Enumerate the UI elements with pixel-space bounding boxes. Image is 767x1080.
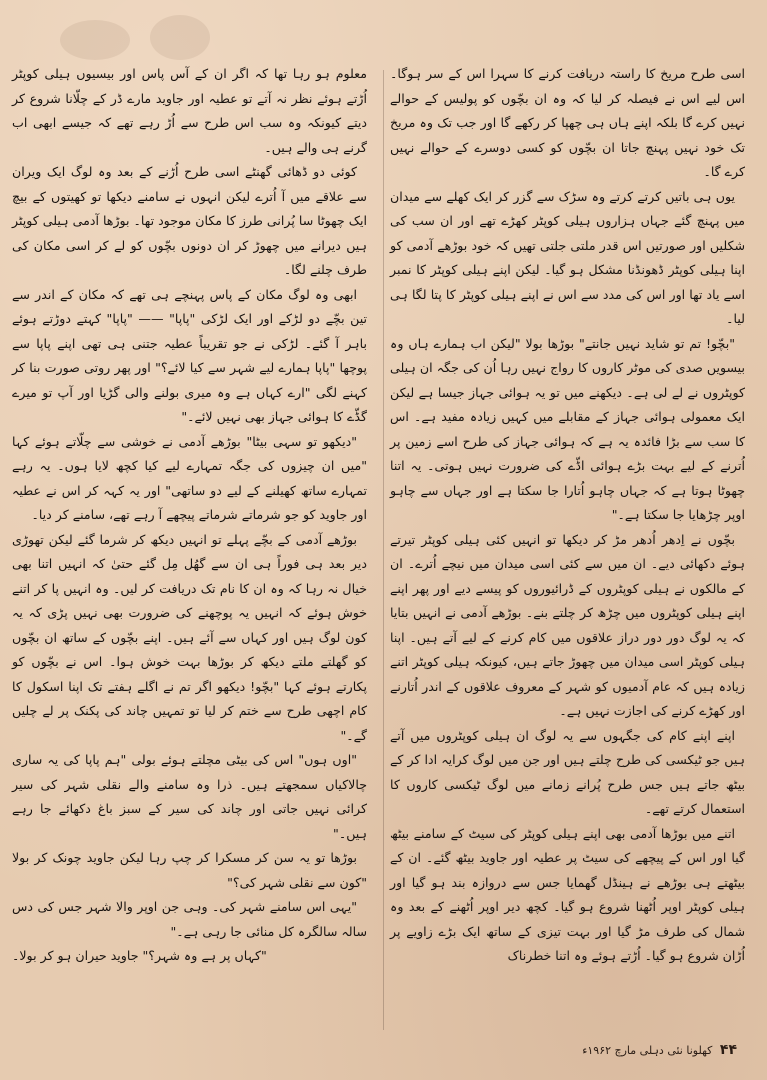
page-number: ۴۴	[719, 1042, 737, 1058]
paragraph: اتنے میں بوڑھا آدمی بھی اپنے ہیلی کوپٹر کی سیٹ کے سامنے بیٹھ گیا اور اس کے پیچھے کی سیٹ پر عطیہ اور جاوید بیٹھ گئے۔ ان کے بیٹھتے ہی بوڑھے نے ہینڈل گھمایا جس سے دروازہ بند ہو گیا اور ہیلی کوپٹر اوپر اُٹھنا شروع ہو گیا۔ کچھ دیر اوپر اُٹھنے کے بعد وہ شمال کی طرف مڑ گیا اور بہت تیزی کے ساتھ ایک بڑے زاویے پر اُڑان شروع ہو گیا۔ اُڑتے ہوئے وہ اتنا خطرناک	[390, 825, 745, 963]
page-footer	[582, 1042, 737, 1058]
paragraph: "کہاں پر ہے وہ شہر؟" جاوید حیران ہو کر بولا۔	[12, 948, 267, 963]
paragraph: اسی طرح مریخ کا راستہ دریافت کرنے کا سہرا اس کے سر ہوگا۔ اس لیے اس نے فیصلہ کر لیا کہ وہ ان بچّوں کو پولیس کے حوالے نہیں کرے گا بلکہ اپنے ہاں ہی چھپا کر رکھے گا اور جب تک وہ مریخ تک خود نہیں پہنچ جاتا ان بچّوں کو کسی دوسرے کے حوالے نہیں کرے گا۔	[390, 66, 745, 179]
paragraph: "دیکھو تو سہی بیٹا" بوڑھے آدمی نے خوشی سے چلّاتے ہوئے کہا "میں ان چیزوں کی جگہ تمہارے لیے کیا کچھ لایا ہوں۔ یہ رہے تمہارے ساتھ کھیلنے کے لیے دو ساتھی" اور یہ کہہ کر اس نے عطیہ اور جاوید کو جو شرماتے شرماتے پیچھے آ رہے تھے، سامنے کر دیا۔	[12, 433, 367, 522]
paragraph: بچّوں نے اِدھر اُدھر مڑ کر دیکھا تو انہیں کئی ہیلی کوپٹر تیرتے ہوئے دکھائی دیے۔ ان میں سے کئی اسی میدان میں نیچے اُترے۔ ان کے مالکوں نے ہیلی کوپٹروں کے ڈرائیوروں کو پیسے دیے اور پھر اپنے اپنے ہیلی کوپٹروں میں چڑھ کر چلتے بنے۔ بوڑھے آدمی نے انہیں بتایا کہ یہ لوگ دور دور دراز علاقوں میں کام کرنے کے لیے آتے ہیں۔ اپنا ہیلی کوپٹر اسی میدان میں چھوڑ جاتے ہیں، کیونکہ ہیلی کوپٹر اتنے زیادہ ہیں کہ عام آدمیوں کو شہر کے معروف علاقوں کے اندر اُتارنے اور کھڑے کرنے کی اجازت نہیں ہے۔	[390, 531, 745, 718]
paragraph: بوڑھے آدمی کے بچّے پہلے تو انہیں دیکھ کر شرما گئے لیکن تھوڑی دیر بعد ہی فوراً ہی ان سے گھُل مِل گئے حتیٰ کہ انہیں اتنا بھی خیال نہ رہا کہ وہ ان کا نام تک دریافت کر لیں۔ وہ انہیں پا کر اتنے خوش ہوئے کہ انہیں یہ پوچھنے کی ضرورت بھی نہیں پڑی کہ یہ کون لوگ ہیں اور کہاں سے آئے ہیں۔ اپنے بچّوں کے ساتھ ان بچّوں کو گھلتے ملتے دیکھ کر بوڑھا بہت خوش ہوا۔ اس نے بچّوں کو پکارتے ہوئے کہا "بچّو! دیکھو اگر تم نے اگلے ہفتے تک اپنا اسکول کا کام اچھی طرح سے ختم کر لیا تو تمہیں چاند کی پکنک پر لے چلیں گے۔"	[12, 531, 367, 743]
paragraph: "یہی اس سامنے شہر کی۔ وہی جن اوپر والا شہر جس کی دس سالہ سالگرہ کل منائی جا رہی ہے۔"	[12, 899, 367, 939]
paragraph: یوں ہی باتیں کرتے کرتے وہ سڑک سے گزر کر ایک کھلے سے میدان میں پہنچ گئے جہاں ہزاروں ہیلی کوپٹر کھڑے تھے اور ان سب کی شکلیں اور صورتیں اس قدر ملتی جلتی تھیں کہ خود بوڑھے آدمی کو اپنا ہیلی کوپٹر ڈھونڈنا مشکل ہو گیا۔ لیکن اپنے ہیلی کوپٹر کا نمبر اسے یاد تھا اور اس کی مدد سے اس نے اپنے ہیلی کوپٹر کا پتا لگا ہی لیا۔	[390, 188, 745, 326]
paragraph: بوڑھا تو یہ سن کر مسکرا کر چپ رہا لیکن جاوید چونک کر بولا "کون سے نقلی شہر کی؟"	[12, 850, 367, 890]
paragraph: اپنے اپنے کام کی جگہوں سے یہ لوگ ان ہیلی کوپٹروں میں آتے ہیں جو ٹیکسی کی طرح چلتے ہیں اور جن میں لوگ کرایہ ادا کر کے بیٹھ جاتے ہیں جس طرح پُرانے زمانے میں لوگ ٹیکسی کاروں کا استعمال کرتے تھے۔	[390, 727, 745, 816]
page-stain	[60, 20, 130, 60]
left-text-column	[12, 62, 367, 969]
paragraph: "بچّو! تم تو شاید نہیں جانتے" بوڑھا بولا "لیکن اب ہمارے ہاں وہ بیسویں صدی کی موٹر کاروں کا رواج نہیں رہا اُن کی جگہ ان ہیلی کوپٹروں نے لے لی ہے۔ دیکھنے میں تو یہ ہوائی جہاز جیسا ہے لیکن ایک معمولی ہوائی جہاز کے مقابلے میں کہیں زیادہ مفید ہے۔ اس کا سب سے بڑا فائدہ یہ ہے کہ ہوائی جہاز کی طرح اسے زمین پر اُترنے کے لیے بہت بڑے ہوائی اڈّے کی ضرورت نہیں ہوتی۔ یہ اتنا چھوٹا ہوتا ہے کہ جہاں چاہو اُتارا جا سکتا ہے اور جہاں سے چاہو اوپر چڑھایا جا سکتا ہے۔"	[390, 335, 745, 522]
publication-line: کھلونا نئی دہلی مارچ ۱۹۶۲ء	[582, 1044, 713, 1057]
paragraph: کوئی دو ڈھائی گھنٹے اسی طرح اُڑنے کے بعد وہ لوگ ایک ویران سے علاقے میں آ اُترے لیکن انہوں نے سامنے دیکھا تو کھیتوں کے بیچ ایک چھوٹا سا پُرانی طرز کا مکان موجود تھا۔ بوڑھا آدمی ہیلی کوپٹر ہیں دیرانے میں چھوڑ کر ان دونوں بچّوں کو لے کر اسی مکان کی طرف چلنے لگا۔	[12, 164, 367, 277]
column-divider	[383, 70, 384, 1030]
paragraph: ابھی وہ لوگ مکان کے پاس پہنچے ہی تھے کہ مکان کے اندر سے تین بچّے دو لڑکے اور ایک لڑکی "پاپا" —— "پاپا" کہتے دوڑتے ہوئے باہر آ گئے۔ لڑکی نے جو تقریباً عطیہ جتنی ہی تھی اپنے پاپا سے پوچھا "پاپا ہمارے لیے شہر سے کیا لائے؟" اور پھر روتی صورت بنا کر کہنے لگی "ارے کہاں ہے وہ میری بولنے والی گڑیا اور آپ تو میرے گڈّے کا ہوائی جہاز بھی نہیں لائے۔"	[12, 286, 367, 424]
paragraph: "اوں ہوں" اس کی بیٹی مچلتے ہوئے بولی "ہم پاپا کی یہ ساری چالاکیاں سمجھتے ہیں۔ ذرا وہ سامنے والے نقلی شہر کی سیر کرائی نہیں جاتی اور چاند کی سیر کے سبز باغ دکھائے جا رہے ہیں۔"	[12, 752, 367, 841]
page-stain	[150, 15, 210, 60]
right-text-column	[390, 62, 745, 969]
paragraph: معلوم ہو رہا تھا کہ اگر ان کے آس پاس اور بیسیوں ہیلی کوپٹر اُڑتے ہوئے نظر نہ آتے تو عطیہ اور جاوید مارے ڈر کے چلّانا شروع کر دیتے کیونکہ وہ سب اس طرح سے اُڑ رہے تھے کہ جیسے ابھی اب گرنے ہی والے ہیں۔	[12, 66, 367, 155]
